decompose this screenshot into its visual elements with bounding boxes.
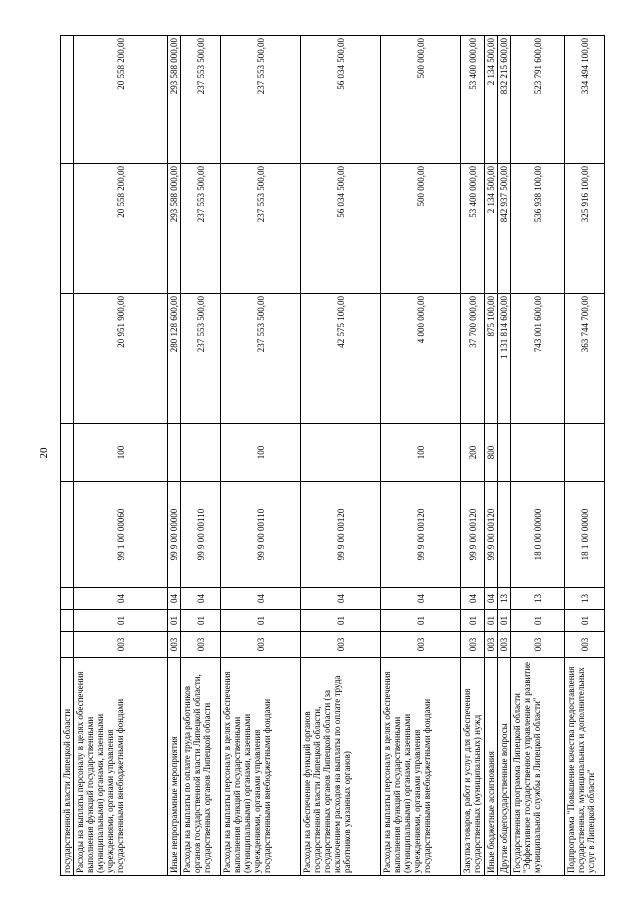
cell-c3: 13	[565, 588, 605, 610]
row-name-cell: Расходы на выплаты персоналу в целях обеспечения выполнения функций государственными (муниципальными) органами, казенными учреждениями, органами управления государственными внебюджетными фондами	[221, 658, 301, 876]
table-row	[381, 36, 461, 876]
cell-v1	[61, 294, 74, 424]
cell-v1: 20 951 900,00	[74, 294, 168, 424]
cell-c1: 003	[485, 632, 498, 658]
cell-c5	[498, 424, 511, 482]
cell-c2: 01	[565, 610, 605, 632]
table-row	[565, 36, 605, 876]
row-name-cell: Расходы на обеспечение функций органов государственной власти Липецкой области, государственных органов Липецкой области (за исключением расходов на выплаты по оплате труда работников указанных органов)	[301, 658, 381, 876]
cell-c1: 003	[301, 632, 381, 658]
cell-c2: 01	[485, 610, 498, 632]
cell-c3: 04	[181, 588, 221, 610]
cell-c1: 003	[221, 632, 301, 658]
cell-v3: 293 588 000,00	[168, 36, 181, 164]
cell-c4	[61, 482, 74, 588]
cell-c3: 04	[301, 588, 381, 610]
row-name-cell: государственной власти Липецкой области	[61, 658, 74, 876]
row-name-cell: Расходы на выплаты по оплате труда работников органов государственной власти Липецкой области, государственных органов Липецкой области	[181, 658, 221, 876]
table-row	[181, 36, 221, 876]
cell-c2: 01	[301, 610, 381, 632]
cell-v3: 237 553 500,00	[221, 36, 301, 164]
cell-c1: 003	[565, 632, 605, 658]
row-name-cell: Государственная программа Липецкой области "Эффективное государственное управление и развитие муниципальной службы в Липецкой области"	[511, 658, 565, 876]
rotated-table-area	[60, 36, 597, 876]
cell-v2: 237 553 500,00	[221, 164, 301, 294]
cell-c1: 003	[461, 632, 485, 658]
cell-c1: 003	[511, 632, 565, 658]
cell-c2: 01	[168, 610, 181, 632]
cell-v2: 500 000,00	[381, 164, 461, 294]
cell-v3: 832 215 600,00	[498, 36, 511, 164]
cell-c5: 100	[74, 424, 168, 482]
row-name-cell: Расходы на выплаты персоналу в целях обеспечения выполнения функций государственными (муниципальными) органами, казенными учреждениями, органами управления государственными внебюджетными фондами	[381, 658, 461, 876]
cell-c4: 99 9 00 00120	[381, 482, 461, 588]
row-name-cell: Закупка товаров, работ и услуг для обеспечения государственных (муниципальных) нужд	[461, 658, 485, 876]
cell-v2: 293 588 000,00	[168, 164, 181, 294]
cell-c4: 18 0 00 00000	[511, 482, 565, 588]
cell-v2	[61, 164, 74, 294]
cell-c5: 200	[461, 424, 485, 482]
table-row	[485, 36, 498, 876]
cell-v1: 237 553 500,00	[221, 294, 301, 424]
cell-c5	[511, 424, 565, 482]
cell-c3: 04	[461, 588, 485, 610]
cell-c2: 01	[381, 610, 461, 632]
cell-c3	[61, 588, 74, 610]
table-row	[61, 36, 74, 876]
cell-c2: 01	[461, 610, 485, 632]
cell-c1: 003	[498, 632, 511, 658]
cell-v2: 53 400 000,00	[461, 164, 485, 294]
cell-v3: 237 553 500,00	[181, 36, 221, 164]
cell-c5: 800	[485, 424, 498, 482]
table-row	[221, 36, 301, 876]
cell-c1: 003	[381, 632, 461, 658]
cell-c2: 01	[498, 610, 511, 632]
cell-v3: 334 494 100,00	[565, 36, 605, 164]
cell-v3: 56 034 500,00	[301, 36, 381, 164]
cell-c4: 99 9 00 00120	[461, 482, 485, 588]
cell-c4: 99 9 00 00120	[485, 482, 498, 588]
table-row	[498, 36, 511, 876]
cell-c2: 01	[181, 610, 221, 632]
cell-c3: 04	[221, 588, 301, 610]
cell-c4: 99 9 00 00120	[301, 482, 381, 588]
cell-v2: 325 916 100,00	[565, 164, 605, 294]
cell-c3: 04	[74, 588, 168, 610]
table-row	[461, 36, 485, 876]
cell-c4	[498, 482, 511, 588]
cell-c5	[168, 424, 181, 482]
cell-v1: 237 553 500,00	[181, 294, 221, 424]
cell-v3: 53 400 000,00	[461, 36, 485, 164]
cell-c5: 100	[221, 424, 301, 482]
cell-v1: 1 131 814 600,00	[498, 294, 511, 424]
cell-v2: 2 134 500,00	[485, 164, 498, 294]
cell-c1	[61, 632, 74, 658]
page-number: 20	[38, 447, 50, 459]
cell-c5: 100	[381, 424, 461, 482]
cell-c3: 13	[511, 588, 565, 610]
table-row	[301, 36, 381, 876]
cell-v1: 280 128 600,00	[168, 294, 181, 424]
cell-c1: 003	[74, 632, 168, 658]
cell-v3: 523 791 600,00	[511, 36, 565, 164]
cell-c1: 003	[168, 632, 181, 658]
row-name-cell: Иные непрограммные мероприятия	[168, 658, 181, 876]
cell-c1: 003	[181, 632, 221, 658]
cell-v1: 42 575 100,00	[301, 294, 381, 424]
cell-v2: 237 553 500,00	[181, 164, 221, 294]
cell-c3: 04	[381, 588, 461, 610]
cell-c3: 04	[168, 588, 181, 610]
cell-v3	[61, 36, 74, 164]
cell-c2: 01	[74, 610, 168, 632]
budget-table	[60, 35, 605, 876]
cell-v2: 842 937 500,00	[498, 164, 511, 294]
cell-v3: 500 000,00	[381, 36, 461, 164]
cell-v1: 875 100,00	[485, 294, 498, 424]
row-name-cell: Расходы на выплаты персоналу в целях обеспечения выполнения функций государственными (муниципальными) органами, казенными учреждениями, органами управления государственными внебюджетными фондами	[74, 658, 168, 876]
cell-v2: 56 034 500,00	[301, 164, 381, 294]
row-name-cell: Другие общегосударственные вопросы	[498, 658, 511, 876]
rotated-table-container	[60, 36, 597, 876]
table-row	[74, 36, 168, 876]
cell-c3: 04	[485, 588, 498, 610]
cell-v2: 536 938 100,00	[511, 164, 565, 294]
cell-c3: 13	[498, 588, 511, 610]
cell-v1: 37 700 000,00	[461, 294, 485, 424]
cell-v1: 363 744 700,00	[565, 294, 605, 424]
cell-c4: 99 1 00 00060	[74, 482, 168, 588]
table-row	[168, 36, 181, 876]
cell-v3: 2 134 500,00	[485, 36, 498, 164]
cell-c5	[565, 424, 605, 482]
cell-c2	[61, 610, 74, 632]
table-body	[61, 36, 605, 876]
cell-c5	[61, 424, 74, 482]
cell-v2: 20 558 200,00	[74, 164, 168, 294]
cell-c5	[181, 424, 221, 482]
row-name-cell: Иные бюджетные ассигнования	[485, 658, 498, 876]
cell-v1: 4 000 000,00	[381, 294, 461, 424]
cell-c2: 01	[511, 610, 565, 632]
cell-c4: 99 9 00 00000	[168, 482, 181, 588]
table-row	[511, 36, 565, 876]
cell-c5	[301, 424, 381, 482]
cell-c2: 01	[221, 610, 301, 632]
row-name-cell: Подпрограмма "Повышение качества предоставления государственных, муниципальных и дополнительных услуг в Липецкой области"	[565, 658, 605, 876]
cell-c4: 99 9 00 00110	[181, 482, 221, 588]
cell-v3: 20 558 200,00	[74, 36, 168, 164]
cell-c4: 18 1 00 00000	[565, 482, 605, 588]
cell-v1: 743 001 600,00	[511, 294, 565, 424]
cell-c4: 99 9 00 00110	[221, 482, 301, 588]
